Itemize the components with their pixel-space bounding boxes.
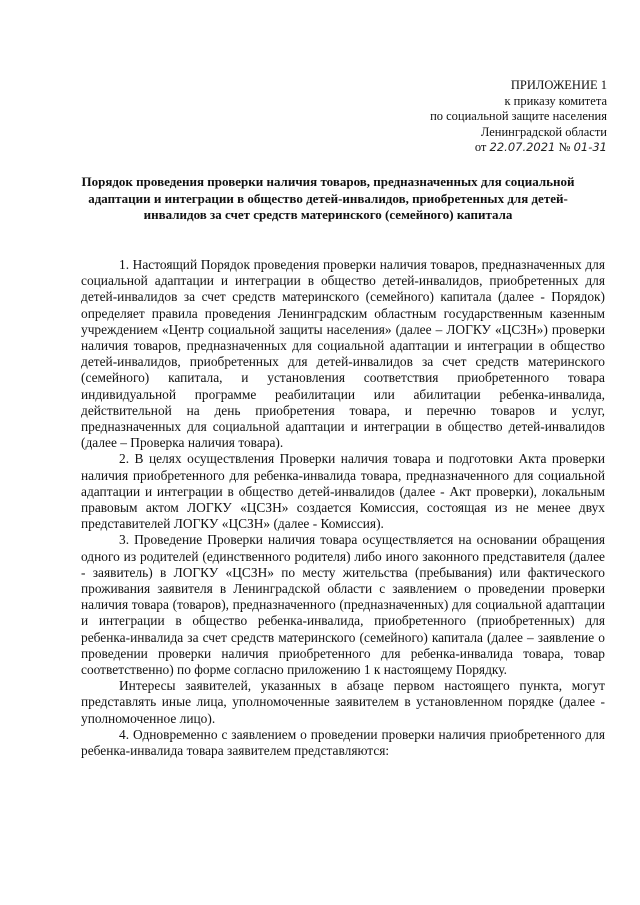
paragraph-2: 2. В целях осуществления Проверки наличия товара и подготовки Акта проверки наличия приобретенного для ребенка-инвалида товара, предназначенного для социальной адаптации и интеграции в общество детей-инвалидов (далее - Акт проверки), локальным правовым актом ЛОГКУ «ЦСЗН» создается Комиссия, состоящая из не менее двух представителей ЛОГКУ «ЦСЗН» (далее - Комиссия). [81, 451, 605, 532]
appendix-label: ПРИЛОЖЕНИЕ 1 [510, 78, 607, 92]
date-prefix: от [474, 140, 487, 155]
order-reference: к приказу комитета [504, 93, 607, 108]
order-number: 01-31 [573, 140, 607, 155]
number-sign: № [558, 140, 571, 155]
committee-name: по социальной защите населения [430, 109, 607, 124]
document-body [81, 257, 605, 759]
paragraph-1: 1. Настоящий Порядок проведения проверки наличия товаров, предназначенных для социальной адаптации и интеграции в общество детей-инвалидов, приобретенных для детей-инвалидов за счет средств материнского (семейного) капитала (далее - Порядок) определяет правила проведения Ленинградским областным государственным казенным учреждением «Центр социальной защиты населения» (далее – ЛОГКУ «ЦСЗН») проверки наличия товаров, предназначенных для социальной адаптации и интеграции в общество детей-инвалидов, приобретенных для детей-инвалидов за счет средств материнского (семейного) капитала, и установления соответствия приобретенного товара индивидуальной программе реабилитации или абилитации ребенка-инвалида, действительной на день приобретения товара, и перечню товаров и услуг, предназначенных для социальной адаптации и интеграции в общество детей-инвалидов (далее – Проверка наличия товара). [81, 257, 605, 451]
paragraph-4: 4. Одновременно с заявлением о проведении проверки наличия приобретенного для ребенка-инвалида товара заявителем представляются: [81, 726, 605, 759]
order-date-line [430, 140, 607, 156]
order-date: 22.07.2021 [489, 140, 556, 155]
region-name: Ленинградской области [480, 124, 607, 139]
document-title: Порядок проведения проверки наличия товаров, предназначенных для социальной адаптации и интеграции в общество детей-инвалидов, приобретенных для детей-инвалидов за счет средств материнского (семейного) капитала [81, 174, 575, 223]
paragraph-3-continued: Интересы заявителей, указанных в абзаце первом настоящего пункта, могут представлять иные лица, уполномоченные заявителем в установленном порядке (далее - уполномоченное лицо). [81, 678, 605, 726]
paragraph-3: 3. Проведение Проверки наличия товара осуществляется на основании обращения одного из родителей (единственного родителя) либо иного законного представителя (далее - заявитель) в ЛОГКУ «ЦСЗН» по месту жительства (пребывания) или фактического проживания заявителя в Ленинградской области с заявлением о проведении проверки наличия товара (товаров), предназначенного (предназначенных) для социальной адаптации и интеграции в общество ребенка-инвалида, приобретенного (приобретенных) для ребенка-инвалида за счет средств материнского (семейного) капитала (далее – заявление о проведении проверки наличия приобретенного для ребенка-инвалида товара, товар соответственно) по форме согласно приложению 1 к настоящему Порядку. [81, 532, 605, 678]
approval-header [430, 78, 607, 156]
